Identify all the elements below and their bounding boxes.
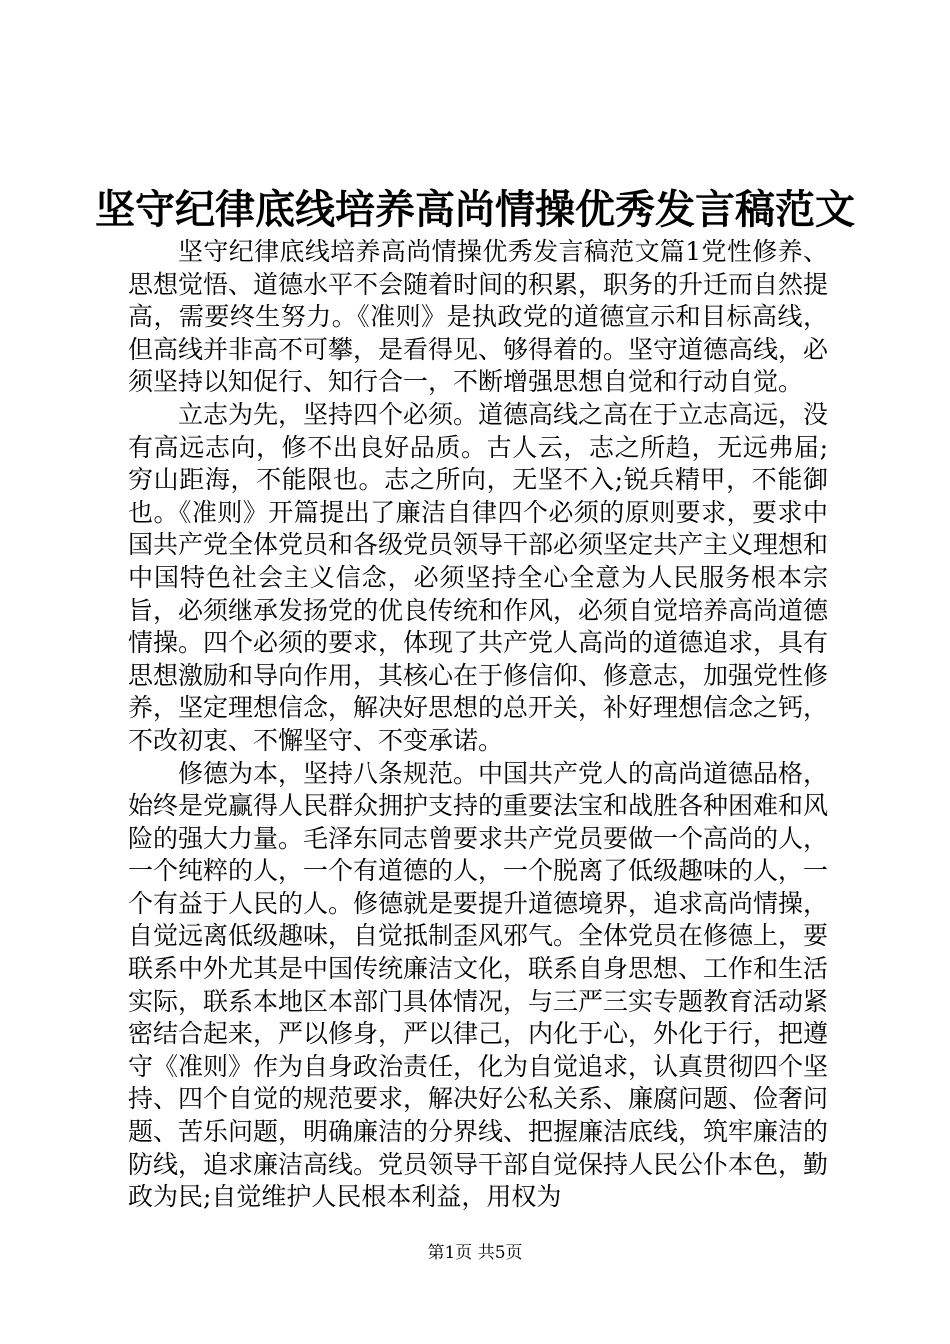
page-footer: 第1页 共5页 [427,1243,523,1263]
document-body [128,236,828,1214]
paragraph-2: 立志为先，坚持四个必须。道德高线之高在于立志高远，没有高远志向，修不出良好品质。古人云，志之所趋，无远弗届;穷山距海，不能限也。志之所向，无坚不入;锐兵精甲，不能御也。《准则》开篇提出了廉洁自律四个必须的原则要求，要求中国共产党全体党员和各级党员领导干部必须坚定共产主义理想和中国特色社会主义信念，必须坚持全心全意为人民服务根本宗旨，必须继承发扬党的优良传统和作风，必须自觉培养高尚道德情操。四个必须的要求，体现了共产党人高尚的道德追求，具有思想激励和导向作用，其核心在于修信仰、修意志，加强党性修养，坚定理想信念，解决好思想的总开关，补好理想信念之钙，不改初衷、不懈坚守、不变承诺。 [128,399,829,755]
paragraph-3: 修德为本，坚持八条规范。中国共产党人的高尚道德品格，始终是党赢得人民群众拥护支持的重要法宝和战胜各种困难和风险的强大力量。毛泽东同志曾要求共产党员要做一个高尚的人，一个纯粹的人，一个有道德的人，一个脱离了低级趣味的人，一个有益于人民的人。修德就是要提升道德境界，追求高尚情操，自觉远离低级趣味，自觉抵制歪风邪气。全体党员在修德上，要联系中外尤其是中国传统廉洁文化，联系自身思想、工作和生活实际，联系本地区本部门具体情况，与三严三实专题教育活动紧密结合起来，严以修身，严以律己，内化于心，外化于行，把遵守《准则》作为自身政治责任，化为自觉追求，认真贯彻四个坚持、四个自觉的规范要求，解决好公私关系、廉腐问题、俭奢问题、苦乐问题，明确廉洁的分界线、把握廉洁底线，筑牢廉洁的防线，追求廉洁高线。党员领导干部自觉保持人民公仆本色，勤政为民;自觉维护人民根本利益，用权为 [128,758,829,1212]
document-title: 坚守纪律底线培养高尚情操优秀发言稿范文 [95,186,855,233]
paragraph-1: 坚守纪律底线培养高尚情操优秀发言稿范文篇1党性修养、思想觉悟、道德水平不会随着时间的积累，职务的升迁而自然提高，需要终生努力。《准则》是执政党的道德宣示和目标高线，但高线并非高不可攀，是看得见、够得着的。坚守道德高线，必须坚持以知促行、知行合一，不断增强思想自觉和行动自觉。 [128,237,829,397]
